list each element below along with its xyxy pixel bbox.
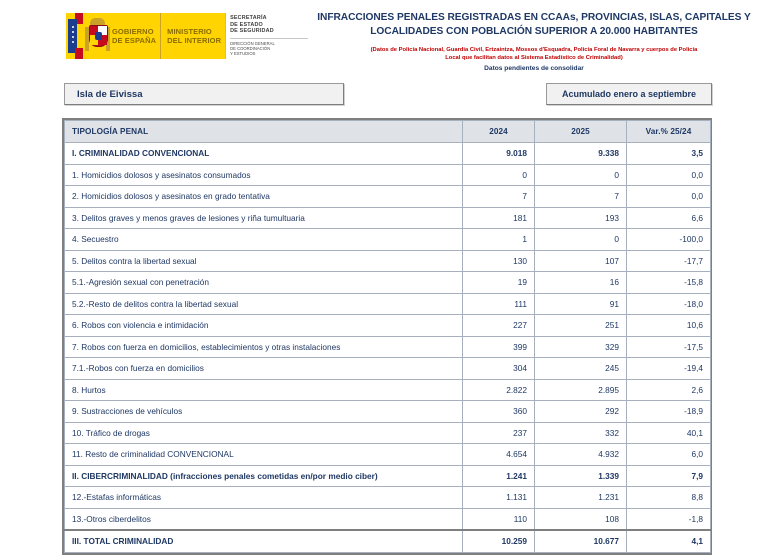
cell-variation: 40,1: [627, 422, 711, 444]
logo-ministerio-line1: MINISTERIO: [167, 27, 212, 36]
cell-2024: 237: [463, 422, 535, 444]
table-row: [65, 379, 711, 401]
cell-variation: 7,9: [627, 465, 711, 487]
table-row: [65, 186, 711, 208]
cell-2024: 360: [463, 401, 535, 423]
cell-2024: 181: [463, 207, 535, 229]
data-source-note: [300, 46, 768, 62]
table-row: [65, 143, 711, 165]
flag-stripes-icon: [66, 13, 83, 59]
cell-variation: -15,8: [627, 272, 711, 294]
cell-2024: 2.822: [463, 379, 535, 401]
cell-typology: III. TOTAL CRIMINALIDAD: [65, 530, 463, 552]
cell-2025: 1.339: [535, 465, 627, 487]
cell-typology: II. CIBERCRIMINALIDAD (infracciones penales cometidas en/por medio ciber): [65, 465, 463, 487]
cell-variation: -18,9: [627, 401, 711, 423]
cell-2024: 1.241: [463, 465, 535, 487]
table-row: [65, 487, 711, 509]
cell-2024: 7: [463, 186, 535, 208]
cell-typology: 2. Homicidios dolosos y asesinatos en grado tentativa: [65, 186, 463, 208]
cell-2025: 292: [535, 401, 627, 423]
cell-2025: 9.338: [535, 143, 627, 165]
cell-2025: 4.932: [535, 444, 627, 466]
cell-2024: 0: [463, 164, 535, 186]
cell-variation: 3,5: [627, 143, 711, 165]
cell-2025: 2.895: [535, 379, 627, 401]
cell-2025: 107: [535, 250, 627, 272]
table-row: [65, 207, 711, 229]
data-source-line1: (Datos de Policía Nacional, Guardia Civil, Ertzaintza, Mossos d'Esquadra, Policía Foral de Navarra y cuerpos de Policía: [370, 47, 698, 53]
column-header-typology: TIPOLOGÍA PENAL: [65, 121, 463, 143]
cell-variation: 8,8: [627, 487, 711, 509]
cell-typology: 7.1.-Robos con fuerza en domicilios: [65, 358, 463, 380]
page-title-line2: LOCALIDADES CON POBLACIÓN SUPERIOR A 20.000 HABITANTES: [370, 26, 698, 37]
page-title: [300, 11, 768, 39]
logo-gobierno-line2: DE ESPAÑA: [112, 36, 157, 45]
cell-2025: 0: [535, 229, 627, 251]
table-row: [65, 508, 711, 530]
table-header-row: [65, 121, 711, 143]
cell-2025: 193: [535, 207, 627, 229]
cell-variation: -18,0: [627, 293, 711, 315]
cell-typology: I. CRIMINALIDAD CONVENCIONAL: [65, 143, 463, 165]
cell-2025: 332: [535, 422, 627, 444]
table-row: [65, 422, 711, 444]
period-selector[interactable]: Acumulado enero a septiembre: [546, 83, 712, 105]
coat-of-arms-icon: [85, 18, 110, 55]
table-row: [65, 465, 711, 487]
cell-typology: 8. Hurtos: [65, 379, 463, 401]
page-title-line1: INFRACCIONES PENALES REGISTRADAS EN CCAAs, PROVINCIAS, ISLAS, CAPITALES Y: [317, 12, 751, 23]
cell-typology: 10. Tráfico de drogas: [65, 422, 463, 444]
table-row: [65, 401, 711, 423]
cell-2024: 9.018: [463, 143, 535, 165]
cell-typology: 11. Resto de criminalidad CONVENCIONAL: [65, 444, 463, 466]
cell-typology: 5.2.-Resto de delitos contra la libertad sexual: [65, 293, 463, 315]
table-row: [65, 229, 711, 251]
table-row: [65, 272, 711, 294]
direccion-line3: Y ESTUDIOS: [230, 51, 256, 57]
table-row: [65, 336, 711, 358]
cell-variation: 10,6: [627, 315, 711, 337]
table-row: [65, 293, 711, 315]
cell-2025: 329: [535, 336, 627, 358]
logo-secretaria-title: [230, 15, 308, 35]
logo-gobierno-line1: GOBIERNO: [112, 27, 154, 36]
cell-2025: 245: [535, 358, 627, 380]
table-row: [65, 444, 711, 466]
secretaria-line3: DE SEGURIDAD: [230, 28, 274, 35]
cell-typology: 12.-Estafas informáticas: [65, 487, 463, 509]
cell-typology: 6. Robos con violencia e intimidación: [65, 315, 463, 337]
cell-2025: 251: [535, 315, 627, 337]
logo-gobierno-de-espana: [110, 13, 160, 59]
cell-variation: -100,0: [627, 229, 711, 251]
cell-typology: 1. Homicidios dolosos y asesinatos consumados: [65, 164, 463, 186]
cell-typology: 3. Delitos graves y menos graves de lesiones y riña tumultuaria: [65, 207, 463, 229]
crime-statistics-table: [62, 118, 712, 555]
region-selector[interactable]: Isla de Eivissa: [64, 83, 344, 105]
selector-bar: [0, 83, 768, 107]
column-header-2025: 2025: [535, 121, 627, 143]
cell-2024: 227: [463, 315, 535, 337]
cell-typology: 5. Delitos contra la libertad sexual: [65, 250, 463, 272]
cell-variation: 0,0: [627, 164, 711, 186]
cell-variation: -17,7: [627, 250, 711, 272]
direccion-line2: DE COORDINACIÓN: [230, 45, 271, 51]
cell-2025: 0: [535, 164, 627, 186]
column-header-variation: Var.% 25/24: [627, 121, 711, 143]
cell-2024: 10.259: [463, 530, 535, 552]
logo-direccion-general: [230, 38, 308, 57]
cell-2024: 4.654: [463, 444, 535, 466]
table-row: [65, 358, 711, 380]
cell-2025: 10.677: [535, 530, 627, 552]
cell-typology: 9. Sustracciones de vehículos: [65, 401, 463, 423]
cell-2025: 7: [535, 186, 627, 208]
table-row: [65, 164, 711, 186]
logo-ministerio-del-interior: [160, 13, 225, 59]
cell-2025: 16: [535, 272, 627, 294]
cell-2024: 110: [463, 508, 535, 530]
cell-variation: 6,0: [627, 444, 711, 466]
table-row: [65, 315, 711, 337]
column-header-2024: 2024: [463, 121, 535, 143]
cell-2025: 1.231: [535, 487, 627, 509]
cell-2024: 304: [463, 358, 535, 380]
cell-variation: 2,6: [627, 379, 711, 401]
government-logo: [66, 13, 312, 59]
logo-ministerio-line2: DEL INTERIOR: [167, 36, 222, 45]
pending-consolidation-note: Datos pendientes de consolidar: [484, 65, 584, 72]
cell-variation: -19,4: [627, 358, 711, 380]
cell-typology: 5.1.-Agresión sexual con penetración: [65, 272, 463, 294]
cell-2024: 399: [463, 336, 535, 358]
cell-variation: 6,6: [627, 207, 711, 229]
table-row: [65, 530, 711, 552]
cell-2024: 1.131: [463, 487, 535, 509]
data-source-line2: Local que facilitan datos al Sistema Estadístico de Criminalidad): [445, 55, 623, 61]
spain-flag-emblem: [66, 13, 110, 59]
cell-variation: 0,0: [627, 186, 711, 208]
cell-2024: 19: [463, 272, 535, 294]
cell-typology: 7. Robos con fuerza en domicilios, establecimientos y otras instalaciones: [65, 336, 463, 358]
cell-2024: 111: [463, 293, 535, 315]
cell-2024: 130: [463, 250, 535, 272]
cell-2025: 91: [535, 293, 627, 315]
table-row: [65, 250, 711, 272]
table-body: [65, 143, 711, 553]
cell-variation: 4,1: [627, 530, 711, 552]
secretaria-line2: DE ESTADO: [230, 21, 263, 28]
cell-typology: 13.-Otros ciberdelitos: [65, 508, 463, 530]
cell-2024: 1: [463, 229, 535, 251]
page-header: [0, 0, 768, 78]
cell-variation: -17,5: [627, 336, 711, 358]
cell-2025: 108: [535, 508, 627, 530]
secretaria-line1: SECRETARÍA: [230, 15, 267, 21]
cell-variation: -1,8: [627, 508, 711, 530]
cell-typology: 4. Secuestro: [65, 229, 463, 251]
direccion-line1: DIRECCIÓN GENERAL: [230, 40, 275, 46]
